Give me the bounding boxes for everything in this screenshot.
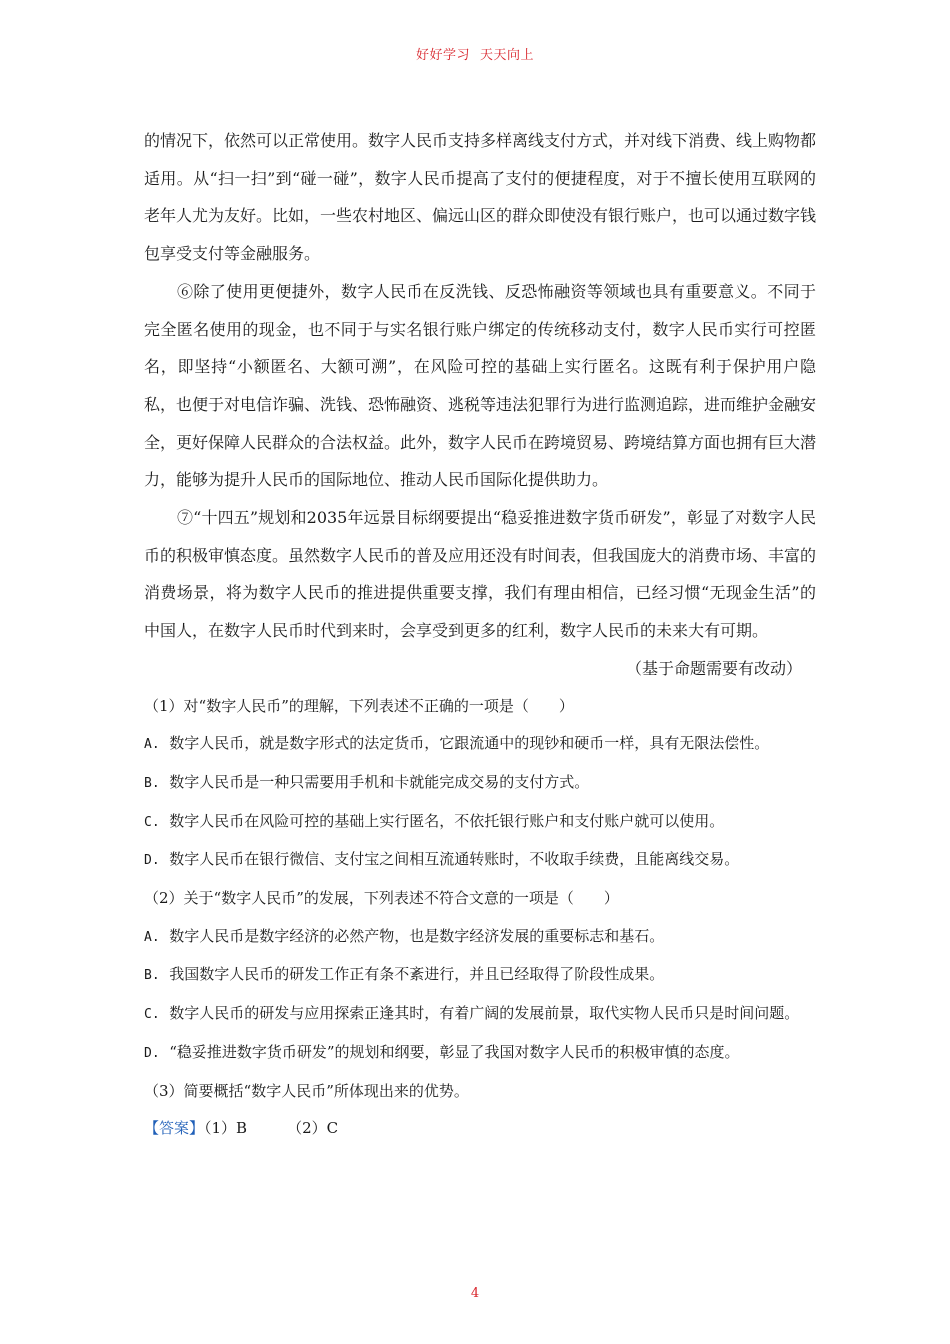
question-3-stem: （3）简要概括“数字人民币”所体现出来的优势。 bbox=[144, 1081, 469, 1100]
paragraph-continuation: 的情况下，依然可以正常使用。数字人民币支持多样离线支付方式，并对线下消费、线上购物都适用。从“扫一扫”到“碰一碰”，数字人民币提高了支付的便捷程度，对于不擅长使用互联网的老年人尤为友好。比如，一些农村地区、偏远山区的群众即使没有银行账户，也可以通过数字钱包享受支付等金融服务。 bbox=[144, 131, 817, 264]
question-2-option-b: B. 我国数字人民币的研发工作正有条不紊进行，并且已经取得了阶段性成果。 bbox=[144, 965, 665, 984]
header-right-text: 天天向上 bbox=[480, 48, 535, 63]
header-left-text: 好好学习 bbox=[415, 48, 470, 63]
page-number: 4 bbox=[470, 1286, 480, 1301]
question-2-option-c: C. 数字人民币的研发与应用探索正逢其时，有着广阔的发展前景，取代实物人民币只是时间问题。 bbox=[144, 1004, 800, 1023]
question-2-stem: （2）关于“数字人民币”的发展，下列表述不符合文意的一项是（ ） bbox=[144, 889, 619, 908]
paragraph-7: ⑦“十四五”规划和2035年远景目标纲要提出“稳妥推进数字货币研发”，彰显了对数字人民币的积极审慎态度。虽然数字人民币的普及应用还没有时间表，但我国庞大的消费市场、丰富的消费场景，将为数字人民币的推进提供重要支撑，我们有理由相信，已经习惯“无现金生活”的中国人，在数字人民币时代到来时，会享受到更多的红利，数字人民币的未来大有可期。 bbox=[144, 508, 817, 641]
document-body bbox=[144, 122, 816, 1148]
question-1-option-b: B. 数字人民币是一种只需要用手机和卡就能完成交易的支付方式。 bbox=[144, 772, 590, 791]
question-1-option-a: A. 数字人民币，就是数字形式的法定货币，它跟流通中的现钞和硬币一样，具有无限法偿性。 bbox=[144, 734, 770, 753]
paragraph-6: ⑥除了使用更便捷外，数字人民币在反洗钱、反恐怖融资等领域也具有重要意义。不同于完全匿名使用的现金，也不同于与实名银行账户绑定的传统移动支付，数字人民币实行可控匿名，即坚持“小额匿名、大额可溯”，在风险可控的基础上实行匿名。这既有利于保护用户隐私，也便于对电信诈骗、洗钱、恐怖融资、逃税等违法犯罪行为进行监测追踪，进而维护金融安全，更好保障人民群众的合法权益。此外，数字人民币在跨境贸易、跨境结算方面也拥有巨大潜力，能够为提升人民币的国际地位、推动人民币国际化提供助力。 bbox=[144, 281, 817, 490]
answer-tag: 【答案】 bbox=[144, 1119, 205, 1138]
source-note: （基于命题需要有改动） bbox=[625, 658, 802, 678]
answer-part-1: （1）B bbox=[204, 1119, 248, 1138]
page-header bbox=[0, 44, 950, 63]
answer-line bbox=[144, 1110, 816, 1148]
question-1-option-d: D. 数字人民币在银行微信、支付宝之间相互流通转账时，不收取手续费，且能离线交易。 bbox=[144, 850, 740, 869]
question-2-option-d: D. “稳妥推进数字货币研发”的规划和纲要，彰显了我国对数字人民币的积极审慎的态度。 bbox=[144, 1042, 740, 1061]
question-1-stem: （1）对“数字人民币”的理解，下列表述不正确的一项是（ ） bbox=[144, 696, 574, 715]
answer-part-2: （2）C bbox=[287, 1119, 339, 1138]
question-1-option-c: C. 数字人民币在风险可控的基础上实行匿名，不依托银行账户和支付账户就可以使用。 bbox=[144, 811, 725, 830]
question-2-option-a: A. 数字人民币是数字经济的必然产物，也是数字经济发展的重要标志和基石。 bbox=[144, 926, 665, 945]
